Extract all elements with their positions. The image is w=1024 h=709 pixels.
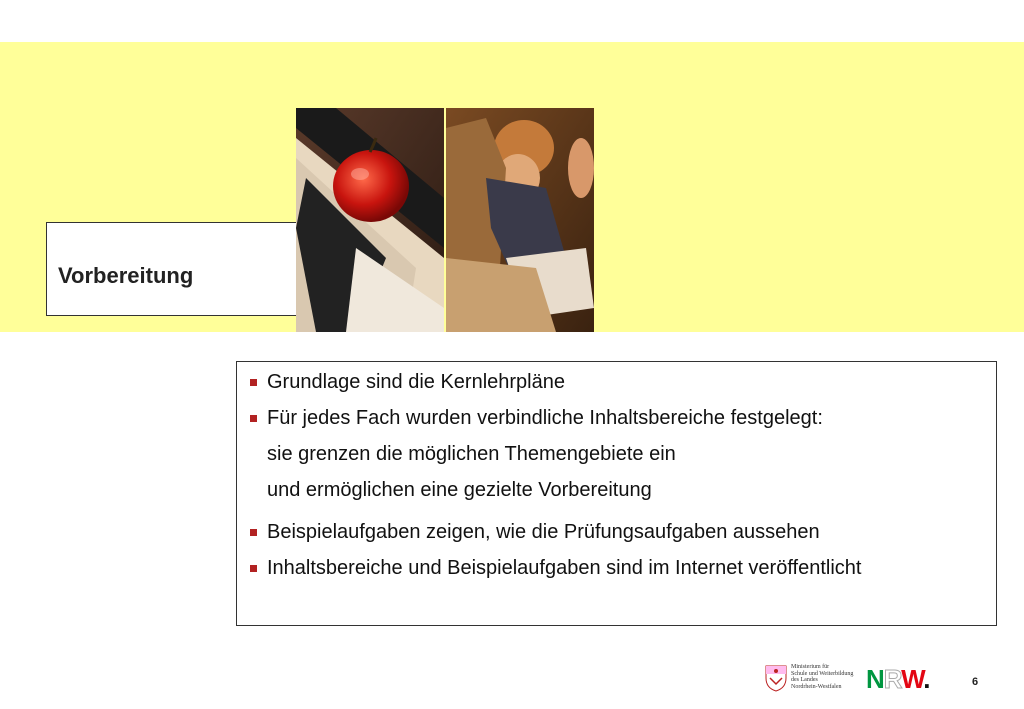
slide-title: Vorbereitung xyxy=(58,263,194,288)
ministry-text: Ministerium für Schule und Weiterbildung des Landes Nordrhein-Westfalen xyxy=(791,664,854,690)
bullet-text: Grundlage sind die Kernlehrpläne xyxy=(267,371,565,393)
bullet-item xyxy=(247,550,986,586)
content-box xyxy=(236,361,997,626)
bullet-text-continuation: sie grenzen die möglichen Themengebiete ein xyxy=(267,443,676,465)
bullet-item xyxy=(247,400,986,508)
nrw-logo-n: N xyxy=(866,664,884,694)
bullet-text: Inhaltsbereiche und Beispielaufgaben sind im Internet veröffentlicht xyxy=(267,557,862,579)
nrw-logo-dot: . xyxy=(923,664,930,694)
bullet-marker-icon xyxy=(250,529,257,536)
header-photos xyxy=(296,108,594,332)
bullet-text-continuation: und ermöglichen eine gezielte Vorbereitung xyxy=(267,479,652,501)
bullet-marker-icon xyxy=(250,379,257,386)
bullet-text: Für jedes Fach wurden verbindliche Inhaltsbereiche festgelegt: xyxy=(267,407,823,429)
nrw-logo-w: W xyxy=(901,664,924,694)
bullet-marker-icon xyxy=(250,415,257,422)
apple-books-photo xyxy=(296,108,444,332)
bullet-text: Beispielaufgaben zeigen, wie die Prüfungsaufgaben aussehen xyxy=(267,521,820,543)
title-box xyxy=(46,222,300,316)
nrw-logo-r: R xyxy=(883,664,902,694)
page-number: 6 xyxy=(972,676,979,688)
nrw-logo xyxy=(866,664,929,695)
students-photo xyxy=(446,108,594,332)
bullet-list xyxy=(247,364,986,586)
bullet-item xyxy=(247,514,986,550)
bullet-marker-icon xyxy=(250,565,257,572)
bullet-item xyxy=(247,364,986,400)
nrw-crest-icon xyxy=(764,664,788,692)
